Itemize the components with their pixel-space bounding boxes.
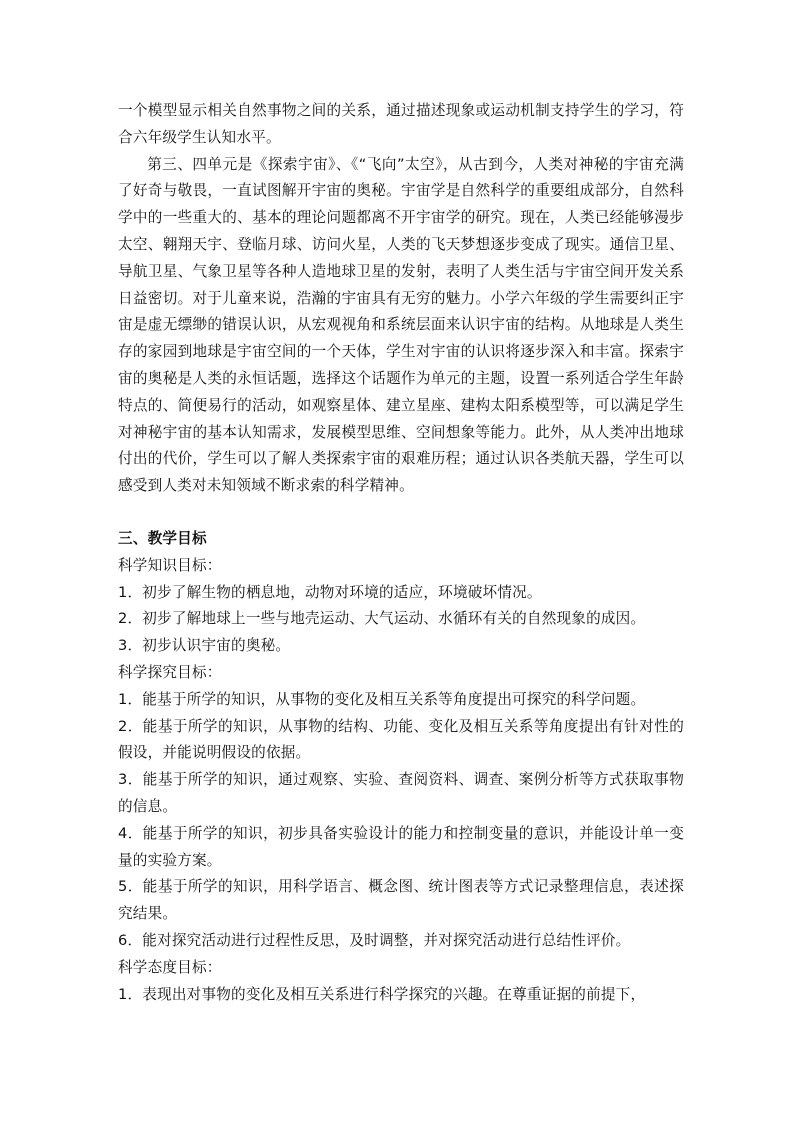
inquiry-goal-item: 1．能基于所学的知识，从事物的变化及相互关系等角度提出可探究的科学问题。 — [118, 690, 646, 708]
knowledge-goal-item: 3．初步认识宇宙的奥秘。 — [118, 637, 291, 655]
attitude-goal-item: 1．表现出对事物的变化及相互关系进行科学探究的兴趣。在尊重证据的前提下， — [118, 985, 646, 1003]
knowledge-goals-label: 科学知识目标： — [118, 556, 222, 574]
inquiry-goals-label: 科学探究目标： — [118, 663, 222, 681]
inquiry-goal-item: 5．能基于所学的知识，用科学语言、概念图、统计图表等方式记录整理信息，表述探究结果。 — [118, 878, 684, 923]
document-page — [118, 98, 684, 1008]
knowledge-goal-item: 1．初步了解生物的栖息地，动物对环境的适应，环境破坏情况。 — [118, 583, 542, 601]
inquiry-goal-item: 4．能基于所学的知识，初步具备实验设计的能力和控制变量的意识，并能设计单一变量的实验方案。 — [118, 824, 684, 869]
inquiry-goal-item: 3．能基于所学的知识，通过观察、实验、查阅资料、调查、案例分析等方式获取事物的信息。 — [118, 771, 684, 815]
attitude-goals-label: 科学态度目标： — [118, 958, 222, 976]
knowledge-goal-item: 2．初步了解地球上一些与地壳运动、大气运动、水循环有关的自然现象的成因。 — [118, 610, 646, 628]
inquiry-goal-item: 2．能基于所学的知识，从事物的结构、功能、变化及相互关系等角度提出有针对性的假设，并能说明假设的依据。 — [118, 717, 684, 762]
paragraph-model: 一个模型显示相关自然事物之间的关系，通过描述现象或运动机制支持学生的学习，符合六年级学生认知水平。 — [118, 102, 684, 146]
inquiry-goal-item: 6．能对探究活动进行过程性反思，及时调整，并对探究活动进行总结性评价。 — [118, 931, 631, 949]
section-heading-teaching-goals: 三、教学目标 — [118, 529, 207, 547]
paragraph-units-three-four: 第三、四单元是《探索宇宙》、《“飞向”太空》，从古到今，人类对神秘的宇宙充满了好奇与敬畏，一直试图解开宇宙的奥秘。宇宙学是自然科学的重要组成部分，自然科学中的一些重大的、基本的理论问题都离不开宇宙学的研究。现在，人类已经能够漫步太空、翱翔天宇、登临月球、访问火星，人类的飞天梦想逐步变成了现实。通信卫星、导航卫星、气象卫星等各种人造地球卫星的发射，表明了人类生活与宇宙空间开发关系日益密切。对于儿童来说，浩瀚的宇宙具有无穷的魅力。小学六年级的学生需要纠正宇宙是虚无缥缈的错误认识，从宏观视角和系统层面来认识宇宙的结构。从地球是人类生存的家园到地球是宇宙空间的一个天体，学生对宇宙的认识将逐步深入和丰富。探索宇宙的奥秘是人类的永恒话题，选择这个话题作为单元的主题，设置一系列适合学生年龄特点的、简便易行的活动，如观察星体、建立星座、建构太阳系模型等，可以满足学生对神秘宇宙的基本认知需求，发展模型思维、空间想象等能力。此外，从人类冲出地球付出的代价，学生可以了解人类探索宇宙的艰难历程；通过认识各类航天器，学生可以感受到人类对未知领域不断求索的科学精神。 — [118, 155, 684, 495]
